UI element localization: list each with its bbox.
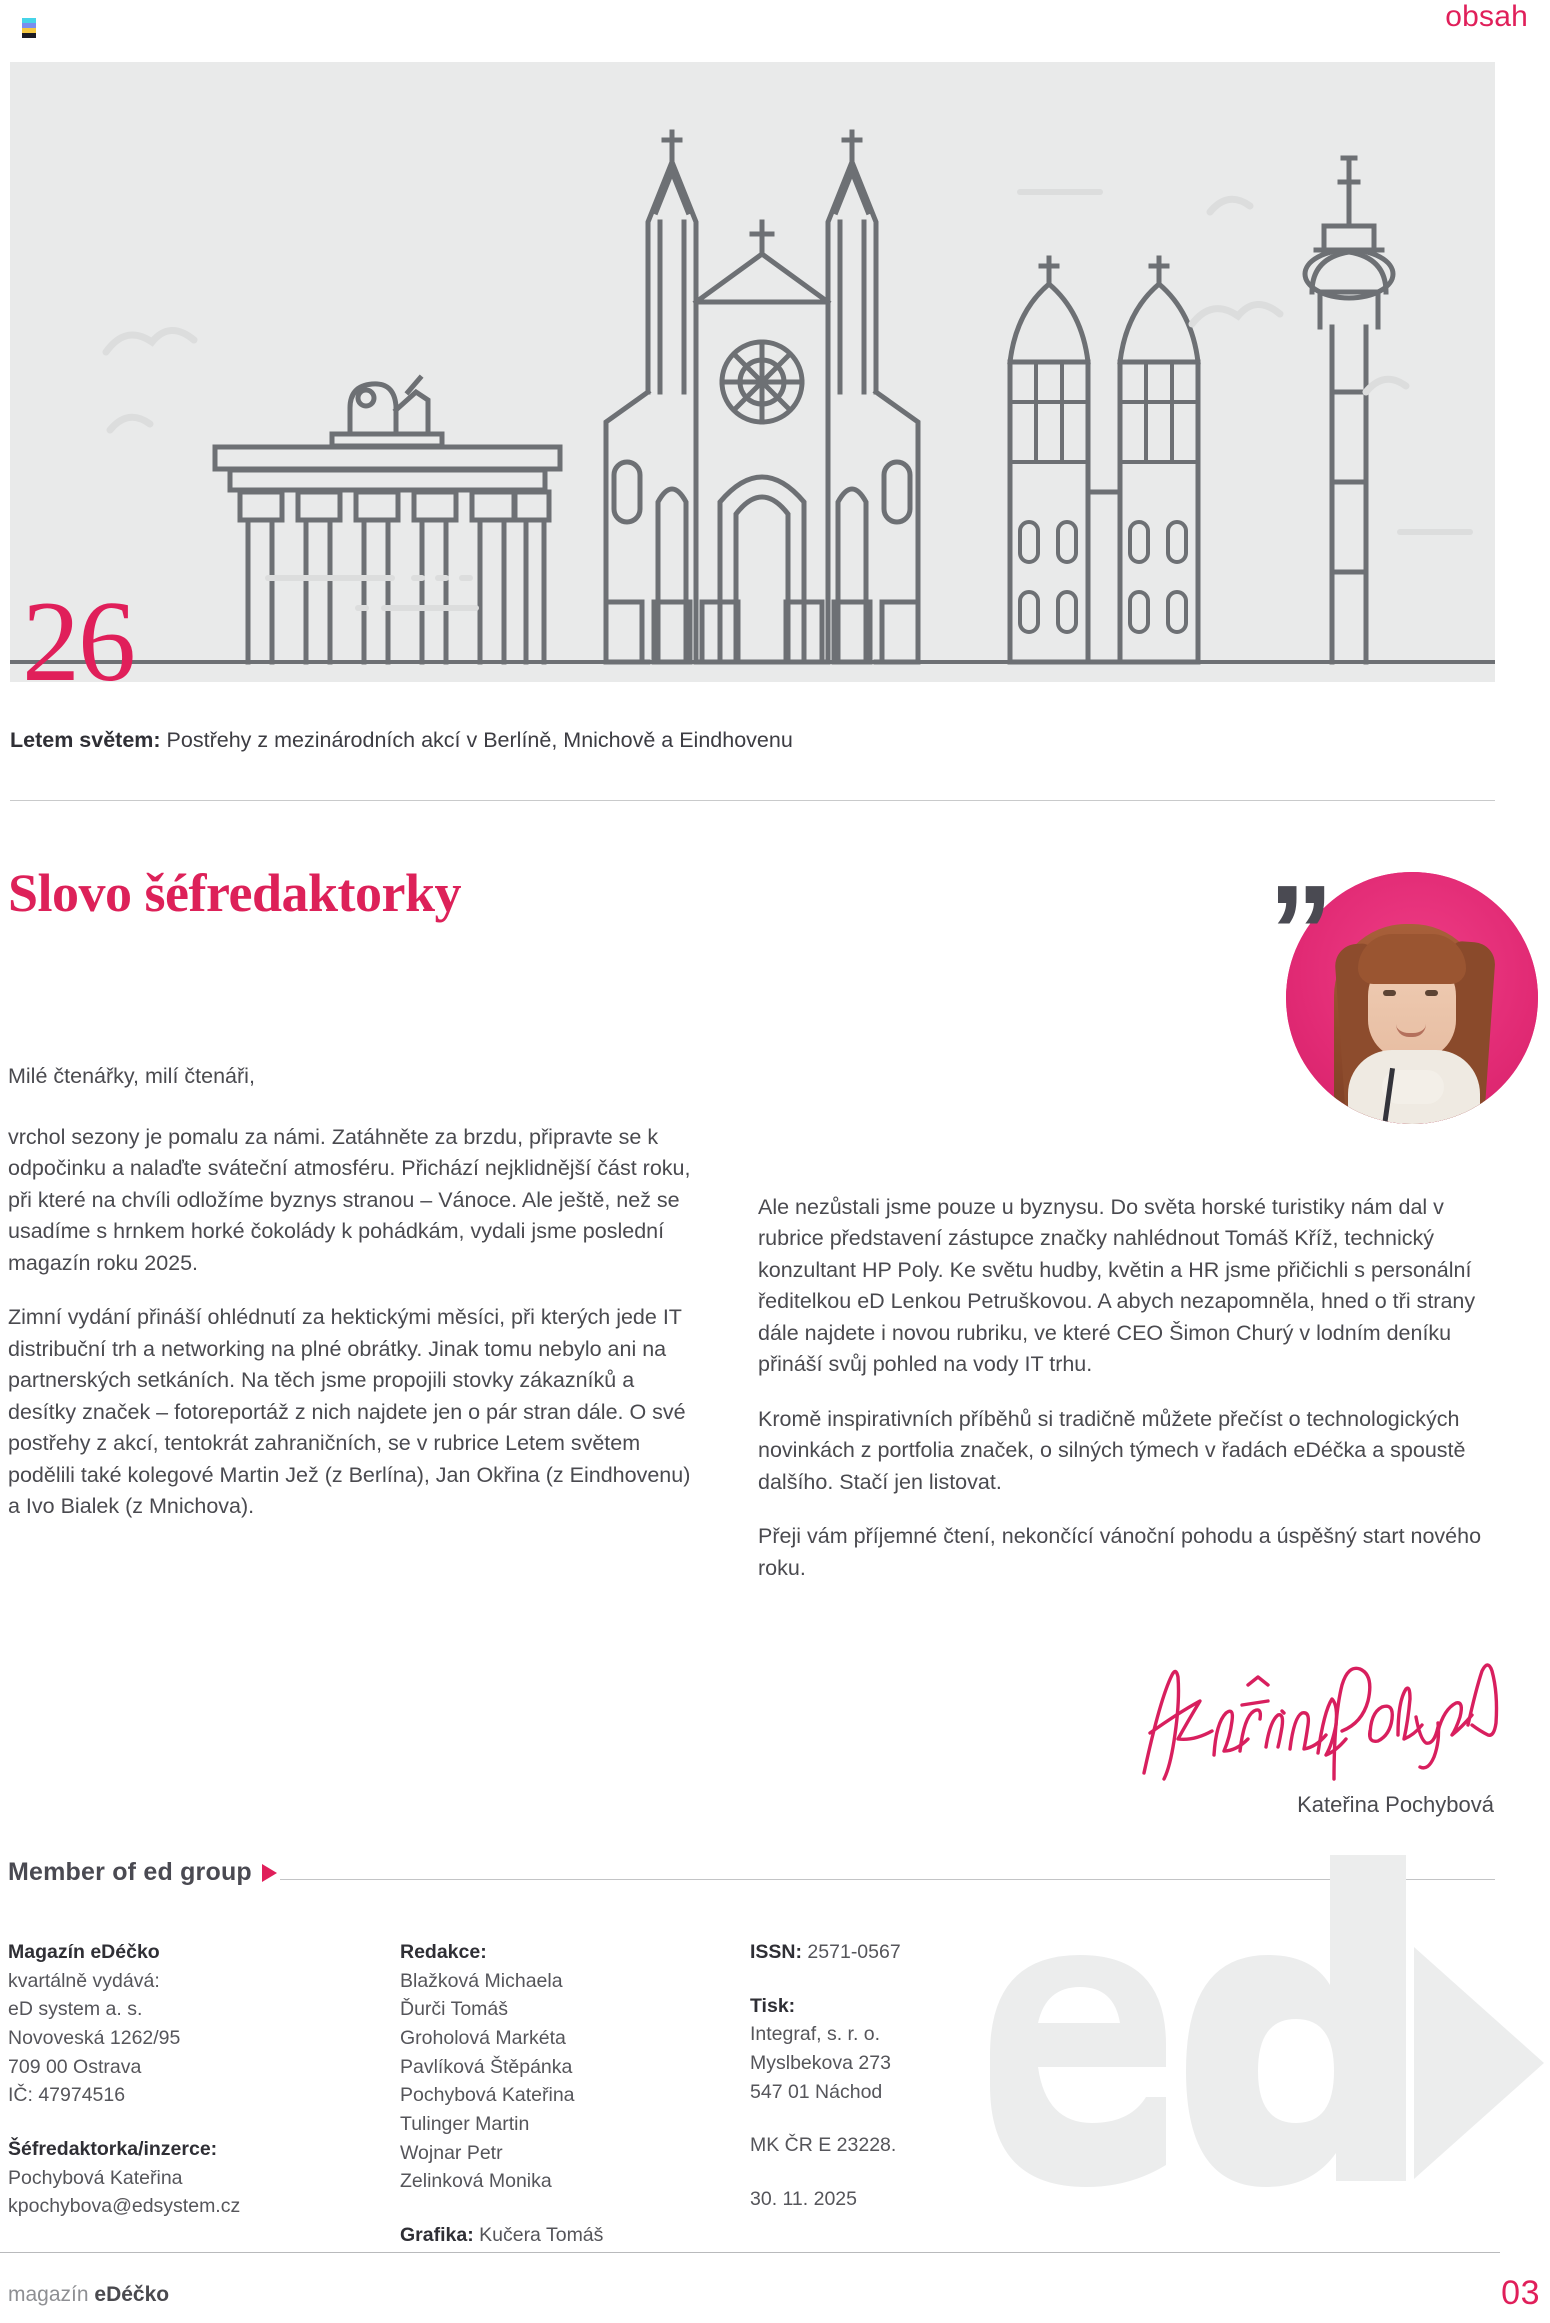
colophon-line: Myslbekova 273 [750, 2051, 891, 2074]
colophon-line: Wojnar Petr [400, 2141, 503, 2164]
top-bar [0, 0, 1550, 62]
colophon-line: Pochybová Kateřina [400, 2084, 575, 2107]
colophon-line: Blažková Michaela [400, 1969, 563, 1992]
colophon-line: Tulinger Martin [400, 2112, 530, 2135]
colophon-block [750, 1938, 1080, 1967]
body-column-right [758, 1192, 1488, 1584]
colophon-block [750, 2131, 1080, 2160]
city-skyline-line-art-icon [10, 62, 1495, 682]
colophon-line: 709 00 Ostrava [8, 2055, 142, 2078]
paragraph: Kromě inspirativních příběhů si tradičně můžete přečíst o technologických novinkách z portfolia značek, o silných týmech v řadách eDéčka a spoustě dalšího. Stačí jen listovat. [758, 1406, 1466, 1494]
hero-page-number: 26 [22, 578, 134, 682]
hero-caption-text: Postřehy z mezinárodních akcí v Berlíně, Mnichově a Eindhovenu [160, 728, 793, 752]
signature-name: Kateřina Pochybová [1297, 1792, 1494, 1817]
colophon-block [8, 2135, 348, 2221]
colophon-email[interactable]: kpochybova@edsystem.cz [8, 2195, 241, 2218]
colophon-title: Tisk: [750, 1994, 796, 2017]
divider-top [10, 800, 1495, 801]
divider-footer [0, 2252, 1500, 2253]
footer-page-number: 03 [1501, 2274, 1540, 2312]
colophon-title: Šéfredaktorka/inzerce: [8, 2137, 218, 2160]
member-label: Member of ed group [8, 1858, 252, 1886]
paragraph: vrchol sezony je pomalu za námi. Zatáhněte za brzdu, připravte se k odpočinku a nalaďte sváteční atmosféru. Přichází nejklidnější část roku, při které na chvíli odložíme byznys stranou – Vánoce. Ale ještě, než se usadíme s hrnkem horké čokolády k pohádkám, vydali jsme poslední magazín roku 2025. [8, 1125, 691, 1275]
salutation: Milé čtenářky, milí čtenáři, [8, 1064, 255, 1088]
colophon-block [400, 2221, 720, 2250]
colophon-line: Pavlíková Štěpánka [400, 2055, 573, 2078]
hero-illustration [10, 62, 1495, 682]
quote-mark-icon: ” [1268, 858, 1328, 1005]
colophon-line: Zelinková Monika [400, 2170, 552, 2193]
colophon-title: Redakce: [400, 1941, 487, 1963]
colophon-column-2 [400, 1938, 720, 2250]
page-title: Slovo šéfredaktorky [8, 863, 462, 923]
triangle-icon [262, 1864, 277, 1882]
colophon-block [750, 2185, 1080, 2214]
paragraph: Ale nezůstali jsme pouze u byznysu. Do světa horské turistiky nám dal v rubrice představení zástupce značky nahlédnout Tomáš Kříž, technický konzultant HP Poly. Ke světu hudby, květin a HR jsme přičichli s personální ředitelkou eD Lenkou Petruškovou. A abych nezapomněla, hned o tři strany dále najdete i novou rubriku, ve které CEO Šimon Churý v lodním deníku přináší svůj pohled na vody IT trhu. [758, 1195, 1476, 1377]
footer-brand: eDéčko [94, 2283, 170, 2306]
colophon-column-1 [8, 1938, 348, 2221]
colophon-block [400, 1938, 720, 2196]
color-stripe-icon [22, 18, 36, 38]
paragraph: Zimní vydání přináší ohlédnutí za hektickými měsíci, při kterých jede IT distribuční trh a networking na plné obrátky. Jinak tomu nebylo ani na partnerských setkáních. Na těch jsme propojili stovky zákazníků a desítky značek – fotoreportáž z nich najdete jen o pár stran dále. O své postřehy z akcí, tentokrát zahraničních, se v rubrice Letem světem podělili také kolegové Martin Jež (z Berlína), Jan Okřina (z Eindhovenu) a Ivo Bialek (z Mnichova). [8, 1305, 691, 1519]
handwritten-signature [1120, 1655, 1520, 1785]
footer-magazine-name [8, 2283, 169, 2307]
colophon-line: 547 01 Náchod [750, 2080, 883, 2103]
colophon-line: Integraf, s. r. o. [750, 2023, 881, 2046]
colophon-line: MK ČR E 23228. [750, 2134, 897, 2157]
colophon-title: Magazín eDéčko [8, 1941, 160, 1963]
colophon-title: Grafika: [400, 2223, 474, 2246]
colophon-line: eD system a. s. [8, 1998, 143, 2021]
colophon-line: Groholová Markéta [400, 2026, 566, 2049]
body-column-left [8, 1122, 698, 1523]
colophon-line: Pochybová Kateřina [8, 2166, 183, 2189]
colophon-line: Novoveská 1262/95 [8, 2026, 181, 2049]
colophon-block [8, 1938, 348, 2110]
colophon-block [750, 1992, 1080, 2107]
editor-portrait-block [1268, 858, 1538, 1124]
contents-link[interactable]: obsah [1445, 0, 1528, 33]
hero-caption-label: Letem světem: [10, 728, 161, 752]
colophon-date: 30. 11. 2025 [750, 2187, 857, 2210]
colophon-line: IČ: 47974516 [8, 2084, 126, 2107]
footer-prefix: magazín [8, 2283, 95, 2306]
colophon-title: ISSN: [750, 1941, 803, 1963]
paragraph: Přeji vám příjemné čtení, nekončící vánoční pohodu a úspěšný start nového roku. [758, 1524, 1482, 1580]
member-of-ed-group [8, 1858, 277, 1887]
colophon-line: kvartálně vydává: [8, 1969, 160, 1992]
hero-caption [10, 727, 1210, 755]
colophon-column-3 [750, 1938, 1080, 2214]
colophon-inline: Kučera Tomáš [473, 2223, 604, 2246]
colophon-line: Ďurči Tomáš [400, 1998, 509, 2021]
colophon-inline: 2571-0567 [802, 1941, 901, 1963]
